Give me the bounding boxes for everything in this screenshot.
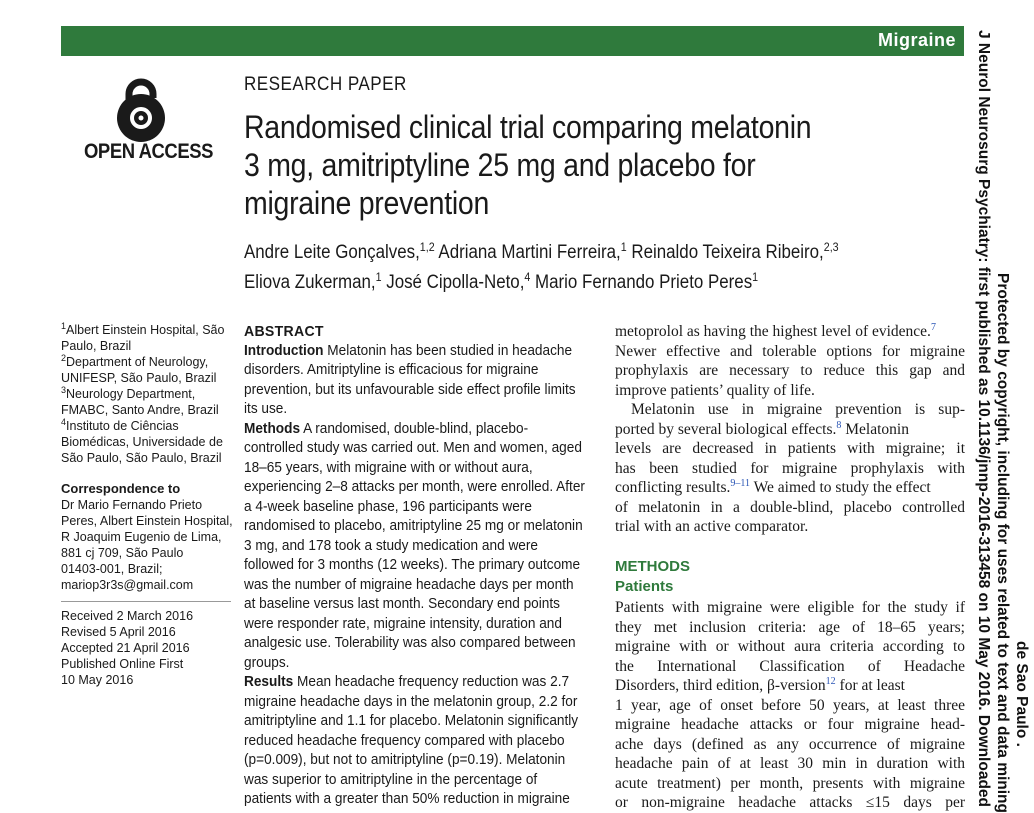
body-text: Disorders, third edition, β-version (615, 677, 826, 694)
author-name: Mario Fernando Prieto Peres (535, 272, 753, 293)
vertical-margin-notice (974, 30, 1034, 813)
body-line (615, 478, 965, 498)
body-text: for at least (835, 677, 905, 694)
journal-section-bar (61, 26, 964, 56)
correspondence-line: R Joaquim Eugenio de Lima, (61, 530, 222, 544)
author-affiliation-sup: 4 (524, 270, 531, 284)
author-line (244, 238, 839, 268)
affiliation-line: Biomédicas, Universidade de (61, 435, 223, 449)
affiliation-text: Neurology Department, (66, 387, 196, 401)
abstract-intro-label: Introduction (244, 342, 324, 359)
body-line: acute treatment) per month, presents with migraine (615, 774, 965, 792)
author-name: Adriana Martini Ferreira, (438, 242, 621, 263)
body-line: trial with an active comparator. (615, 518, 809, 535)
reference-link[interactable]: 8 (836, 419, 842, 431)
abstract-line: analgesic use. Tolerability was also compared between (244, 635, 576, 651)
abstract (244, 322, 585, 810)
body-line: prophylaxis are necessary to reduce this gap and (615, 362, 965, 379)
article-title (244, 108, 920, 222)
abstract-line: followed for 3 months (12 weeks). The primary outcome (244, 557, 581, 573)
body-text: ported by several biological effects. (615, 420, 837, 438)
correspondence-line: Peres, Albert Einstein Hospital, (61, 514, 233, 528)
article-dates (61, 608, 193, 688)
body-line (615, 420, 965, 440)
affiliation-sup: 2 (61, 353, 67, 363)
patients-subheading: Patients (615, 578, 674, 595)
abstract-line: disorders. Amitriptyline is efficacious for migraine (244, 362, 539, 378)
body-text: Melatonin (841, 420, 909, 438)
institution-line: de Sao Paulo . (1013, 641, 1030, 747)
abstract-line: groups. (244, 654, 290, 671)
author-affiliation-sup: 2,3 (823, 240, 839, 254)
body-line: migraine headache attacks or four migraine head- (615, 716, 965, 733)
body-line: migraine with or without aura criteria according to (615, 638, 965, 655)
author-list (244, 238, 839, 298)
author-line (244, 268, 839, 298)
abstract-line: were responder rate, migraine intensity, duration and (244, 615, 562, 632)
abstract-line: its use. (244, 401, 288, 417)
correspondence-line: 01403-001, Brazil; (61, 562, 163, 576)
affiliation-line (61, 322, 231, 338)
date-line: Published Online First (61, 657, 184, 671)
author-affiliation-sup: 1 (620, 240, 627, 254)
affiliation-sup: 3 (61, 385, 67, 395)
abstract-line (244, 420, 578, 440)
author-affiliation-sup: 1 (752, 270, 759, 284)
affiliation-line (61, 354, 231, 370)
methods-heading: METHODS (615, 558, 690, 575)
body-line: or non-migraine headache attacks ≤15 days per (615, 794, 965, 811)
abstract-line: 18–65 years, with migraine with or without aura, (244, 459, 533, 476)
affiliation-line: Paulo, Brazil (61, 339, 132, 353)
author-name: Reinaldo Teixeira Ribeiro, (631, 242, 824, 263)
affiliation-line (61, 418, 231, 434)
affiliation-sup: 1 (61, 321, 67, 331)
body-line: has been studied for migraine prophylaxis with (615, 459, 965, 477)
abstract-line: was the number of migraine headache days per month (244, 576, 574, 593)
correspondence-heading: Correspondence to (61, 481, 181, 496)
body-text: We aimed to study the effect (750, 479, 931, 496)
body-line: they met inclusion criteria: age of 18–65 years; (615, 618, 965, 636)
correspondence (61, 481, 231, 593)
body-line: improve patients’ quality of life. (615, 381, 815, 399)
abstract-line: migraine headache days in the melatonin group, 2.2 for (244, 693, 578, 710)
abstract-line: reduced headache frequency compared with placebo (244, 732, 565, 749)
abstract-heading: ABSTRACT (244, 323, 324, 340)
body-line: the International Classification of Headache (615, 657, 965, 675)
correspondence-email[interactable]: mariop3r3s@gmail.com (61, 578, 194, 592)
abstract-line: controlled study was carried out. Men and women, aged (244, 440, 582, 456)
title-line: 3 mg, amitriptyline 25 mg and placebo for (244, 147, 756, 183)
open-access-lock-icon (112, 74, 170, 144)
abstract-line: experiencing 2–8 attacks per month, were enrolled. After (244, 479, 585, 495)
abstract-line (244, 673, 578, 693)
correspondence-line: Dr Mario Fernando Prieto (61, 498, 203, 512)
abstract-line: a 4-week baseline phase, 196 participants were (244, 498, 532, 515)
body-line: headache pain of at least 30 min in duration with (615, 755, 965, 772)
date-line: Received 2 March 2016 (61, 609, 194, 623)
correspondence-line: 881 cj 709, São Paulo (61, 546, 184, 560)
author-name: José Cipolla-Neto, (386, 272, 525, 293)
abstract-line: 3 mg, and 178 took a study medication and were (244, 537, 538, 554)
abstract-line: was superior to amitriptyline in the percentage of (244, 771, 538, 788)
affiliation-line: São Paulo, São Paulo, Brazil (61, 451, 222, 465)
section-label: Migraine (877, 30, 956, 50)
affiliation-text: Instituto de Ciências (66, 419, 179, 433)
date-line: Accepted 21 April 2016 (61, 641, 190, 655)
paper-type: RESEARCH PAPER (244, 74, 407, 95)
affiliation-text: Department of Neurology, (66, 355, 209, 369)
affiliation-line: UNIFESP, São Paulo, Brazil (61, 371, 217, 385)
abstract-line: at baseline versus last month. Secondary end points (244, 596, 560, 612)
abstract-line: patients with a greater than 50% reduction in migraine (244, 791, 570, 807)
open-access-label: OPEN ACCESS (84, 140, 214, 163)
abstract-line: randomised to placebo, amitriptyline 25 mg or melatonin (244, 518, 583, 534)
reference-link[interactable]: 7 (930, 322, 936, 333)
body-line: of melatonin in a double-blind, placebo controlled (615, 498, 965, 516)
introduction-column (615, 322, 965, 537)
body-line (615, 322, 965, 342)
affiliation-line (61, 386, 231, 402)
body-line (615, 676, 965, 696)
title-line: Randomised clinical trial comparing melatonin (244, 109, 812, 145)
abstract-text: Mean headache frequency reduction was 2.7 (297, 674, 570, 690)
title-line: migraine prevention (244, 185, 490, 221)
abstract-line: amitriptyline and 1.1 for placebo. Melatonin significantly (244, 713, 579, 729)
abstract-text: A randomised, double-blind, placebo- (303, 420, 529, 437)
body-text: metoprolol as having the highest level of evidence. (615, 323, 931, 340)
affiliations (61, 322, 231, 466)
copyright-line: Protected by copyright, including for uses related to text and data mining (994, 273, 1011, 813)
abstract-line (244, 342, 578, 362)
affiliation-sup: 4 (61, 417, 67, 427)
body-line: ache days (defined as any occurrence of migraine (615, 735, 965, 753)
body-line: levels are decreased in patients with migraine; it (615, 440, 965, 457)
author-name: Andre Leite Gonçalves, (244, 242, 420, 263)
abstract-methods-label: Methods (244, 420, 301, 437)
date-line: Revised 5 April 2016 (61, 625, 176, 639)
body-text: conflicting results. (615, 479, 731, 496)
author-affiliation-sup: 1,2 (419, 240, 435, 254)
abstract-results-label: Results (244, 674, 294, 690)
body-line: Patients with migraine were eligible for the study if (615, 599, 965, 616)
affiliation-text: Albert Einstein Hospital, São (66, 323, 225, 337)
date-line: 10 May 2016 (61, 673, 134, 687)
methods-body (615, 598, 965, 813)
abstract-text: Melatonin has been studied in headache (327, 342, 573, 359)
affiliation-line: FMABC, Santo Andre, Brazil (61, 403, 219, 417)
doi-publication-line: J Neurol Neurosurg Psychiatry: first published as 10.1136/jnnp-2016-313458 on 10 May 2016. Downloaded (975, 30, 992, 808)
reference-link[interactable]: 9–11 (730, 478, 751, 489)
body-line: Melatonin use in migraine prevention is sup- (631, 401, 965, 418)
body-line: 1 year, age of onset before 50 years, at least three (615, 696, 965, 714)
abstract-line: (p=0.009), but not to amitriptyline (p=0.19). Melatonin (244, 752, 566, 768)
abstract-line: prevention, but its unfavourable side effect profile limits (244, 381, 576, 398)
body-line: Newer effective and tolerable options for migraine (615, 342, 965, 360)
reference-link[interactable]: 12 (825, 676, 836, 687)
author-affiliation-sup: 1 (375, 270, 382, 284)
dates-divider (61, 601, 231, 602)
author-name: Eliova Zukerman, (244, 272, 376, 293)
